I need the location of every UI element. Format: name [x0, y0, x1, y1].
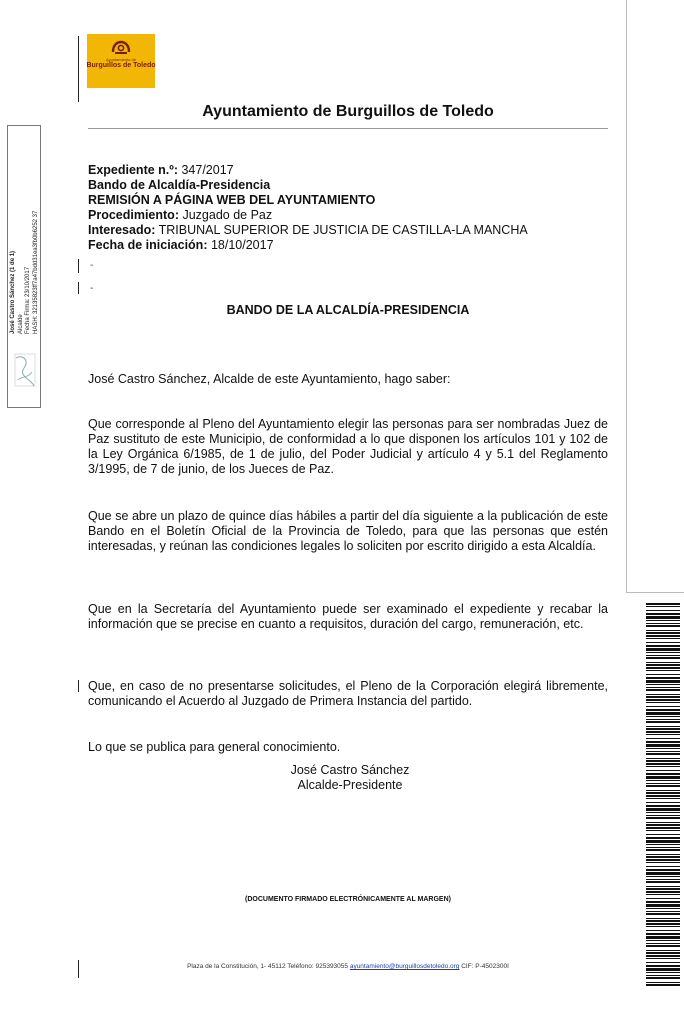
bando-label: Bando de Alcaldía-Presidencia: [88, 178, 271, 192]
barcode-stripe: [646, 699, 680, 701]
barcode-stripe: [646, 926, 680, 927]
signer-name: José Castro Sánchez: [290, 763, 410, 777]
page-footer: [88, 963, 608, 970]
body-paragraph: Que en la Secretaría del Ayuntamiento puede ser examinado el expediente y recabar la información que se precise en cuanto a requisitos, duración del cargo, remuneración, etc.: [88, 602, 608, 631]
barcode-stripe: [646, 773, 680, 775]
procedimiento-label: Procedimiento:: [88, 208, 179, 222]
barcode-stripe: [646, 684, 680, 685]
barcode-stripe: [646, 610, 680, 611]
barcode-stripe: [646, 662, 680, 663]
barcode-stripe: [646, 751, 680, 752]
signature-stamp-icon: [12, 350, 38, 390]
barcode-stripe: [646, 881, 680, 883]
barcode-stripe: [646, 712, 680, 715]
interesado-label: Interesado:: [88, 223, 156, 237]
logo-name: Burguillos de Toledo: [86, 62, 156, 69]
barcode-stripe: [646, 689, 680, 691]
barcode-stripe: [646, 830, 680, 831]
barcode-stripe: [646, 984, 680, 986]
barcode-stripe: [646, 785, 680, 787]
fecha-value: 18/10/2017: [207, 238, 274, 252]
barcode-stripe: [646, 616, 680, 619]
sidebar-signer: José Castro Sánchez (1 de 1): [10, 250, 16, 334]
barcode-stripe: [646, 805, 680, 807]
barcode-stripe: [646, 859, 680, 861]
expediente-line: [88, 163, 528, 178]
barcode-stripe: [646, 623, 680, 624]
dash-marker: -: [90, 260, 94, 271]
scan-edge-line: [626, 592, 684, 593]
barcode-stripe: [646, 758, 680, 759]
margin-bar: [78, 36, 79, 102]
barcode-stripe: [646, 696, 680, 698]
barcode-stripe: [646, 923, 680, 925]
barcode-stripe: [646, 876, 680, 877]
barcode-stripe: [646, 913, 680, 915]
sidebar-role: Alcalde: [17, 314, 24, 334]
barcode-stripe: [646, 827, 680, 829]
barcode-stripe: [646, 968, 680, 971]
barcode-stripe: [646, 741, 680, 743]
margin-bar: [78, 680, 79, 692]
barcode-stripe: [646, 945, 680, 947]
logo-caption: Ayuntamiento de: [106, 57, 136, 62]
barcode-stripe: [646, 606, 680, 607]
barcode-stripe: [646, 943, 680, 944]
barcode-stripe: [646, 667, 680, 669]
intro-paragraph: José Castro Sánchez, Alcalde de este Ayuntamiento, hago saber:: [88, 372, 451, 386]
barcode-stripe: [646, 982, 680, 983]
barcode-stripe: [646, 847, 680, 848]
barcode-stripe: [646, 854, 680, 855]
barcode-stripe: [646, 657, 680, 659]
barcode-stripe: [646, 977, 680, 979]
organization-title: Ayuntamiento de Burguillos de Toledo: [202, 103, 494, 120]
barcode-stripe: [646, 731, 680, 733]
barcode-stripe: [646, 648, 680, 651]
bando-line: [88, 178, 528, 193]
barcode-stripe: [646, 780, 680, 781]
barcode-stripe: [646, 766, 680, 767]
interesado-value: TRIBUNAL SUPERIOR DE JUSTICIA DE CASTILLA-LA MANCHA: [155, 223, 528, 237]
barcode-stripe: [646, 760, 680, 762]
barcode-stripe: [646, 748, 680, 749]
barcode-stripe: [646, 911, 680, 912]
barcode-stripe: [646, 721, 680, 723]
barcode-stripe: [646, 908, 680, 909]
barcode-stripe: [646, 840, 680, 843]
margin-bar: [78, 259, 79, 273]
barcode-stripe: [646, 975, 680, 976]
barcode-stripe: [646, 940, 680, 941]
barcode-stripe: [646, 904, 680, 907]
barcode-stripe: [646, 802, 680, 803]
barcode-stripe: [646, 744, 680, 747]
fecha-label: Fecha de iniciación:: [88, 238, 208, 252]
scan-edge-line: [626, 0, 627, 592]
electronic-signature-note: (DOCUMENTO FIRMADO ELECTRÓNICAMENTE AL MARGEN): [245, 896, 451, 903]
barcode-stripe: [646, 694, 680, 695]
barcode-stripe: [646, 808, 680, 811]
barcode-stripe: [646, 933, 680, 935]
expediente-value: 347/2017: [178, 163, 234, 177]
remision-label: REMISIÓN A PÁGINA WEB DEL AYUNTAMIENTO: [88, 193, 376, 207]
barcode-stripe: [646, 620, 680, 621]
barcode-stripe: [646, 918, 680, 919]
barcode-stripe: [646, 834, 680, 835]
barcode-stripe: [646, 792, 680, 794]
barcode-stripe: [646, 753, 680, 755]
barcode-stripe: [646, 603, 680, 605]
barcode-stripe: [646, 955, 680, 957]
barcode-stripe: [646, 645, 680, 647]
bando-title: BANDO DE LA ALCALDÍA-PRESIDENCIA: [226, 303, 470, 317]
fecha-line: [88, 238, 528, 253]
body-paragraph: Que, en caso de no presentarse solicitudes, el Pleno de la Corporación elegirá libremente, comunicando el Acuerdo al Juzgado de Primera Instancia del partido.: [88, 679, 608, 708]
margin-bar: [78, 960, 79, 978]
barcode-stripe: [646, 965, 680, 967]
footer-cif: CIF: P-4502300I: [459, 963, 509, 970]
barcode-stripe: [646, 738, 680, 739]
file-metadata: [88, 163, 528, 253]
barcode-stripe: [646, 790, 680, 791]
barcode-stripe: [646, 837, 680, 839]
barcode-stripe: [646, 891, 680, 893]
barcode-stripe: [646, 763, 680, 765]
barcode-stripe: [646, 844, 680, 845]
barcode-stripe: [646, 670, 680, 671]
barcode-stripe: [646, 872, 680, 875]
barcode-stripe: [646, 638, 680, 639]
footer-address: Plaza de la Constitución, 1- 45112 Teléfono: 925393055: [187, 963, 350, 970]
barcode-stripe: [646, 862, 680, 863]
barcode-stripe: [646, 728, 680, 730]
barcode-stripe: [646, 812, 680, 813]
barcode-stripe: [646, 950, 680, 951]
barcode-stripe: [646, 849, 680, 851]
barcode-stripe: [646, 898, 680, 899]
dash-marker: -: [90, 283, 94, 294]
barcode-stripe: [646, 687, 680, 688]
remision-line: [88, 193, 528, 208]
barcode-stripe: [646, 716, 680, 717]
barcode-stripe: [646, 734, 680, 735]
expediente-label: Expediente n.º:: [88, 163, 178, 177]
barcode-stripe: [646, 879, 680, 880]
barcode-stripe: [646, 655, 680, 656]
body-paragraph: Que se abre un plazo de quince días hábiles a partir del día siguiente a la publicación de este Bando en el Boletín Oficial de la Provincia de Toledo, para que las personas que estén interesadas, y reúnan las condiciones legales lo soliciten por escrito dirigido a esta Alcaldía.: [88, 509, 608, 553]
barcode-stripe: [646, 709, 680, 711]
barcode-stripe: [646, 630, 680, 631]
crest-icon: [110, 40, 132, 56]
barcode-stripe: [646, 642, 680, 643]
barcode-stripe: [646, 770, 680, 771]
barcode-stripe: [646, 824, 680, 826]
closing-paragraph: Lo que se publica para general conocimiento.: [88, 740, 341, 754]
barcode-stripe: [646, 936, 680, 939]
barcode-stripe: [646, 972, 680, 973]
barcode-stripe: [646, 783, 680, 784]
signer-role: Alcalde-Presidente: [297, 778, 403, 792]
barcode-stripe: [646, 815, 680, 816]
barcode-stripe: [646, 632, 680, 634]
barcode-stripe: [646, 958, 680, 959]
barcode-stripe: [646, 901, 680, 903]
barcode-stripe: [646, 888, 680, 890]
sidebar-hash: HASH: 32135823ff7a47bdd31ea3fb0b6252 37: [32, 210, 39, 334]
signature-sidebar-text: [10, 44, 40, 334]
barcode-stripe: [646, 920, 680, 922]
barcode-stripe: [646, 702, 680, 703]
procedimiento-value: Juzgado de Paz: [179, 208, 273, 222]
barcode-stripe: [646, 866, 680, 867]
procedimiento-line: [88, 208, 528, 223]
municipality-logo: [87, 34, 155, 88]
barcode-stripe: [646, 817, 680, 819]
interesado-line: [88, 223, 528, 238]
barcode-stripe: [646, 635, 680, 637]
barcode-icon: [646, 603, 680, 986]
margin-bar: [78, 282, 79, 294]
barcode-stripe: [646, 798, 680, 799]
barcode-stripe: [646, 664, 680, 666]
sidebar-date: Fecha Firma: 23/10/2017: [25, 266, 31, 334]
barcode-stripe: [646, 795, 680, 797]
title-divider: [88, 128, 608, 129]
barcode-stripe: [646, 952, 680, 954]
signature-block: [200, 763, 500, 793]
barcode-stripe: [646, 726, 680, 727]
body-paragraph: Que corresponde al Pleno del Ayuntamiento elegir las personas para ser nombradas Juez de Paz sustituto de este Municipio, de conformidad a lo que disponen los artículos 101 y 102 de la Ley Orgánica 6/1985, de 1 de julio, del Poder Judicial y artículo 4 y 5.1 del Reglamento 3/1995, de 7 de junio, de los Jueces de Paz.: [88, 417, 608, 476]
barcode-stripe: [646, 652, 680, 653]
barcode-stripe: [646, 613, 680, 615]
barcode-stripe: [646, 677, 680, 679]
barcode-stripe: [646, 674, 680, 675]
barcode-stripe: [646, 706, 680, 707]
footer-email-link[interactable]: ayuntamiento@burguillosdetoledo.org: [349, 963, 460, 970]
barcode-stripe: [646, 625, 680, 627]
barcode-stripe: [646, 869, 680, 871]
barcode-stripe: [646, 856, 680, 858]
barcode-stripe: [646, 962, 680, 963]
barcode-stripe: [646, 886, 680, 887]
barcode-stripe: [646, 822, 680, 823]
barcode-stripe: [646, 776, 680, 779]
barcode-stripe: [646, 930, 680, 931]
barcode-stripe: [646, 719, 680, 720]
barcode-stripe: [646, 894, 680, 895]
barcode-stripe: [646, 680, 680, 683]
